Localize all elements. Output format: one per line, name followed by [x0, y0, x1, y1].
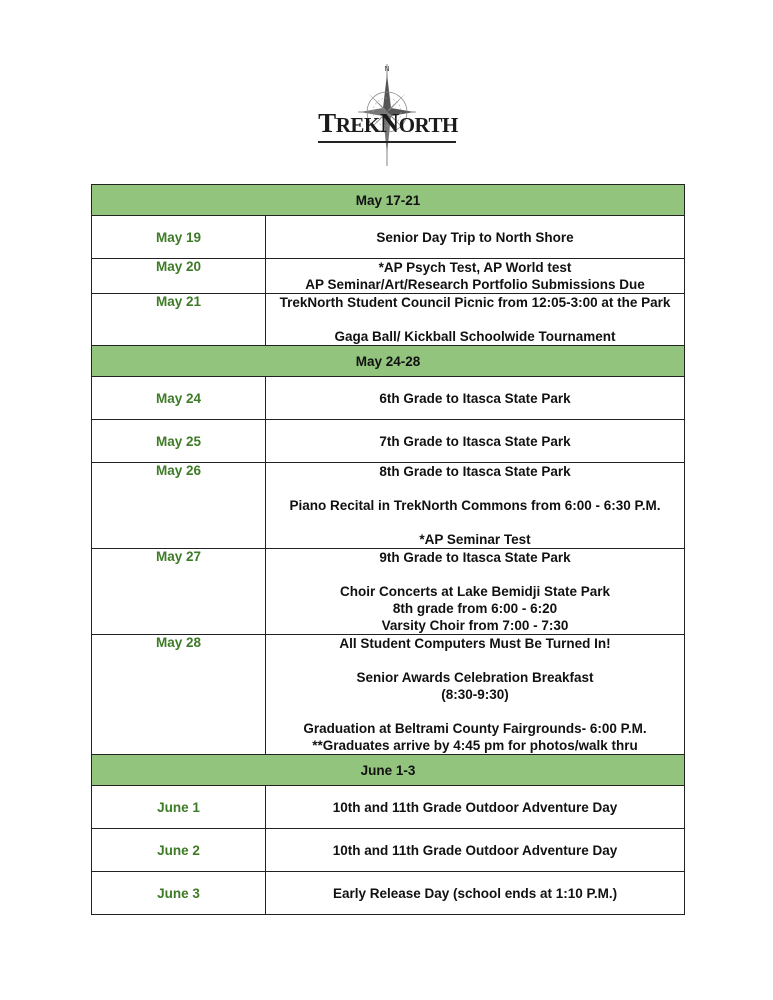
event-line: All Student Computers Must Be Turned In! [339, 636, 611, 651]
week-header-row [92, 755, 685, 786]
day-row [92, 216, 685, 259]
logo-underline [318, 141, 456, 143]
event-line: TrekNorth Student Council Picnic from 12:05-3:00 at the Park [279, 295, 671, 310]
day-row [92, 377, 685, 420]
event-item [266, 669, 684, 703]
event-item [266, 531, 684, 548]
event-line: Piano Recital in TrekNorth Commons from 6:00 - 6:30 P.M. [289, 498, 661, 513]
day-events [266, 829, 685, 872]
event-item [266, 720, 684, 754]
day-date: May 25 [92, 420, 266, 463]
day-date: May 26 [92, 463, 266, 549]
event-line: *AP Seminar Test [419, 532, 531, 547]
event-line: 8th grade from 6:00 - 6:20 [392, 601, 558, 616]
event-line: **Graduates arrive by 4:45 pm for photos/walk thru [312, 738, 638, 753]
event-item [266, 583, 684, 634]
event-line: 7th Grade to Itasca State Park [379, 433, 571, 449]
week-header-row [92, 185, 685, 216]
event-item [266, 230, 684, 245]
event-line: Senior Awards Celebration Breakfast [356, 670, 594, 685]
day-date: June 3 [92, 872, 266, 915]
event-item [266, 294, 684, 311]
svg-text:N: N [384, 65, 390, 73]
day-events [266, 294, 685, 346]
event-item [266, 463, 684, 480]
week-title: May 17-21 [92, 185, 685, 216]
day-row [92, 259, 685, 294]
event-line: 9th Grade to Itasca State Park [379, 550, 571, 565]
day-events [266, 216, 685, 259]
event-item [266, 328, 684, 345]
event-line: 6th Grade to Itasca State Park [379, 390, 571, 406]
day-row [92, 294, 685, 346]
event-line: Early Release Day (school ends at 1:10 P.M.) [332, 885, 618, 901]
day-date: May 24 [92, 377, 266, 420]
event-item [266, 549, 684, 566]
day-row [92, 786, 685, 829]
day-date: May 21 [92, 294, 266, 346]
day-date: June 1 [92, 786, 266, 829]
event-item [266, 843, 684, 858]
day-date: May 28 [92, 635, 266, 755]
day-events [266, 259, 685, 294]
schedule-table [91, 184, 685, 915]
day-events [266, 463, 685, 549]
day-date: June 2 [92, 829, 266, 872]
day-events [266, 635, 685, 755]
event-line: 10th and 11th Grade Outdoor Adventure Day [332, 799, 618, 815]
event-line: Gaga Ball/ Kickball Schoolwide Tournament [334, 329, 616, 344]
week-title: May 24-28 [92, 346, 685, 377]
week-title: June 1-3 [92, 755, 685, 786]
day-events [266, 377, 685, 420]
day-row [92, 635, 685, 755]
event-line: AP Seminar/Art/Research Portfolio Submissions Due [305, 277, 645, 292]
day-events [266, 549, 685, 635]
logo-wordmark: TREKNORTH [318, 108, 458, 138]
event-line: Choir Concerts at Lake Bemidji State Park [339, 584, 611, 599]
event-item [266, 886, 684, 901]
event-line: 10th and 11th Grade Outdoor Adventure Day [332, 842, 618, 858]
treknorth-logo [300, 62, 475, 172]
day-date: May 20 [92, 259, 266, 294]
day-row [92, 463, 685, 549]
event-line: Varsity Choir from 7:00 - 7:30 [381, 618, 569, 633]
event-item [266, 497, 684, 514]
day-events [266, 786, 685, 829]
day-events [266, 872, 685, 915]
day-date: May 27 [92, 549, 266, 635]
event-line: (8:30-9:30) [441, 687, 509, 702]
day-row [92, 420, 685, 463]
event-line: *AP Psych Test, AP World test [378, 260, 572, 275]
day-row [92, 872, 685, 915]
week-header-row [92, 346, 685, 377]
event-item [266, 434, 684, 449]
event-line: Graduation at Beltrami County Fairgrounds- 6:00 P.M. [303, 721, 647, 736]
event-line: Senior Day Trip to North Shore [376, 229, 574, 245]
event-item [266, 635, 684, 652]
event-item [266, 800, 684, 815]
day-date: May 19 [92, 216, 266, 259]
event-item [266, 259, 684, 293]
day-row [92, 549, 685, 635]
day-row [92, 829, 685, 872]
event-line: 8th Grade to Itasca State Park [379, 464, 571, 479]
event-item [266, 391, 684, 406]
day-events [266, 420, 685, 463]
